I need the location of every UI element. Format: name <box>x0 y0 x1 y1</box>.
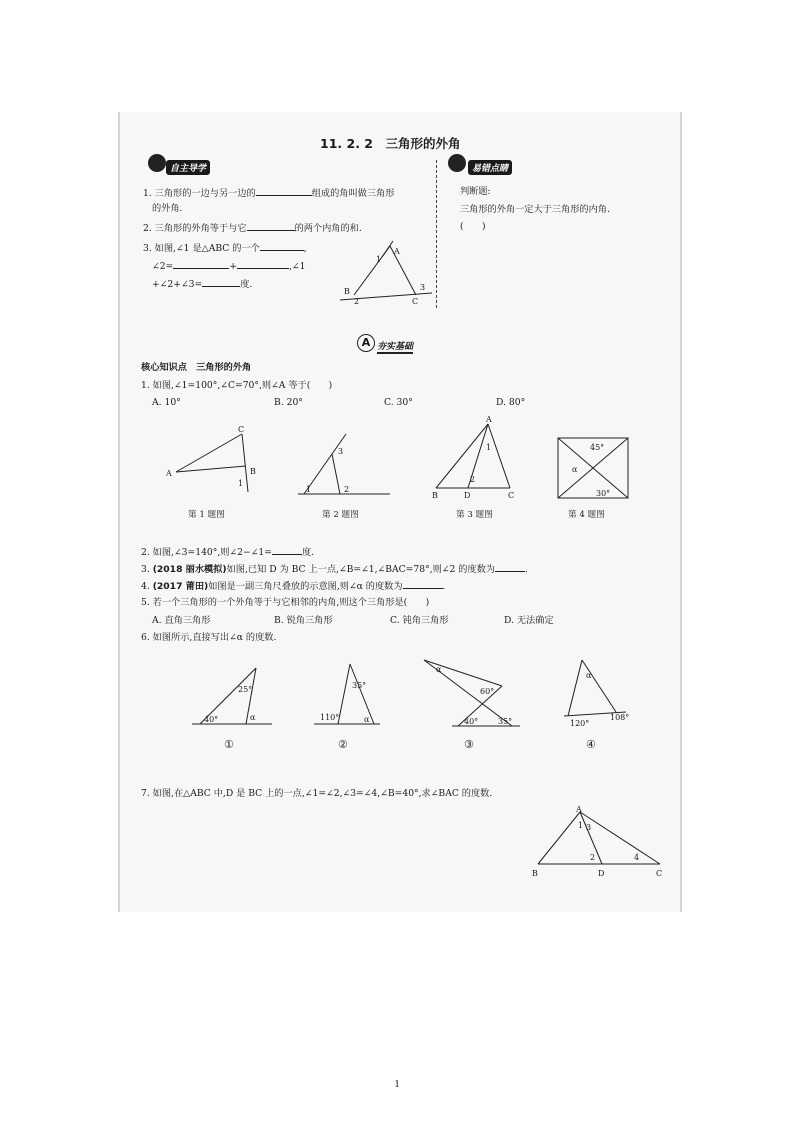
caption-fig-3: 第 3 题图 <box>456 510 493 520</box>
q4-prefix: 4. <box>141 581 153 592</box>
label-a: A <box>576 805 582 814</box>
label-c: C <box>656 869 663 878</box>
label-alpha: α <box>436 665 442 674</box>
answer-blank[interactable] <box>247 221 295 231</box>
label-3: 3 <box>420 283 426 292</box>
q6-label-2: ② <box>338 738 348 751</box>
section-title: 夯实基础 <box>377 339 413 354</box>
side-ab <box>436 424 488 488</box>
label-1: 1 <box>578 821 584 830</box>
answer-blank[interactable] <box>495 562 525 572</box>
label-d: D <box>464 491 471 500</box>
answer-blank[interactable] <box>173 259 229 269</box>
q2-text: 2. 三角形的外角等于与它 <box>143 223 247 234</box>
q5-option-c[interactable]: C. 钝角三角形 <box>390 615 449 626</box>
caption-fig-2: 第 2 题图 <box>322 510 359 520</box>
self-study-q3 <box>143 241 307 255</box>
self-study-triangle-figure <box>336 240 436 306</box>
label-alpha: α <box>572 465 578 474</box>
label-a: A <box>486 415 492 424</box>
q1-option-c[interactable]: C. 30° <box>384 397 413 408</box>
side-ab <box>176 466 246 472</box>
label-a: A <box>394 247 400 256</box>
label-1: 1 <box>376 255 382 264</box>
label-b: B <box>432 491 438 500</box>
label-1: 1 <box>486 443 492 452</box>
answer-blank[interactable] <box>202 277 240 287</box>
label-108: 108° <box>610 713 630 722</box>
caption-fig-4: 第 4 题图 <box>568 510 605 520</box>
q6-figure-1 <box>190 660 274 732</box>
label-2: 2 <box>590 853 596 862</box>
side-1 <box>568 660 582 716</box>
q3-plus: + <box>229 261 237 272</box>
error-point-badge: 易错点睛 <box>468 160 512 175</box>
question-7: 7. 如图,在△ABC 中,D 是 BC 上的一点,∠1=∠2,∠3=∠4,∠B=40°,求∠BAC 的度数. <box>141 788 493 799</box>
answer-blank[interactable] <box>260 241 304 251</box>
caption-fig-1: 第 1 题图 <box>188 510 225 520</box>
student-mascot-icon <box>148 154 166 172</box>
figure-1 <box>162 422 266 496</box>
judge-statement: 三角形的外角一定大于三角形的内角. <box>460 204 610 215</box>
q3-prefix: 3. <box>141 564 153 575</box>
self-study-q2 <box>143 221 362 235</box>
label-110: 110° <box>320 713 340 722</box>
label-c: C <box>238 425 245 434</box>
label-2: 2 <box>470 475 476 484</box>
question-2 <box>141 545 314 559</box>
page-number: 1 <box>394 1078 400 1090</box>
label-40: 40° <box>204 715 219 724</box>
q6-label-1: ① <box>224 738 234 751</box>
label-1: 1 <box>306 485 312 494</box>
label-40: 40° <box>464 717 479 726</box>
label-c: C <box>412 297 419 306</box>
question-6: 6. 如图所示,直接写出∠α 的度数. <box>141 632 277 643</box>
label-b: B <box>532 869 538 878</box>
side-ab <box>538 812 580 864</box>
figure-2 <box>294 428 394 498</box>
label-2: 2 <box>344 485 350 494</box>
section-a-icon: A <box>357 334 375 352</box>
label-4: 4 <box>634 853 640 862</box>
core-knowledge-title: 核心知识点 三角形的外角 <box>141 362 252 373</box>
label-d: D <box>598 869 605 878</box>
answer-blank[interactable] <box>403 579 443 589</box>
q3-sum: +∠2+∠3= <box>152 279 203 290</box>
q5-option-d[interactable]: D. 无法确定 <box>504 615 554 626</box>
q4-text: 如图是一副三角尺叠放的示意图,则∠α 的度数为 <box>208 581 403 592</box>
label-c: C <box>508 491 515 500</box>
q2-tail: 的两个内角的和. <box>294 223 362 234</box>
self-study-q3-line2 <box>152 259 305 273</box>
question-4 <box>141 579 445 593</box>
answer-blank[interactable] <box>256 186 312 196</box>
q1-text: 1. 三角形的一边与另一边的 <box>143 188 256 199</box>
side-ac <box>176 434 242 472</box>
label-3: 3 <box>338 447 344 456</box>
q4-source: (2017 莆田) <box>152 581 209 592</box>
q1-option-a[interactable]: A. 10° <box>152 397 181 408</box>
judge-paren[interactable]: ( ) <box>460 221 486 232</box>
figure-4 <box>556 436 630 502</box>
label-120: 120° <box>570 719 590 728</box>
q1-option-b[interactable]: B. 20° <box>274 397 303 408</box>
q1-tail: 组成的角叫做三角形 <box>311 188 395 199</box>
q6-label-4: ④ <box>586 738 596 751</box>
q5-option-a[interactable]: A. 直角三角形 <box>152 615 211 626</box>
inner-side <box>332 454 340 494</box>
side-1 <box>338 664 350 724</box>
q6-figure-3 <box>420 656 524 732</box>
label-alpha: α <box>586 671 592 680</box>
self-study-q3-line3 <box>152 277 252 291</box>
page-title: 11. 2. 2 三角形的外角 <box>320 136 461 151</box>
q3-tail: . <box>524 564 528 575</box>
q3-degree: 度. <box>240 279 253 290</box>
label-45: 45° <box>590 443 605 452</box>
q1-option-d[interactable]: D. 80° <box>496 397 526 408</box>
question-3 <box>141 562 528 576</box>
side-ac <box>488 424 510 488</box>
figure-3 <box>428 414 524 500</box>
label-35: 35° <box>498 717 513 726</box>
label-a: A <box>166 469 172 478</box>
q6-label-3: ③ <box>464 738 474 751</box>
self-study-badge: 自主导学 <box>166 160 210 175</box>
label-alpha: α <box>250 713 256 722</box>
question-1: 1. 如图,∠1=100°,∠C=70°,则∠A 等于( ) <box>141 380 333 391</box>
q3-text: 如图,已知 D 为 BC 上一点,∠B=∠1,∠BAC=78°,则∠2 的度数为 <box>226 564 495 575</box>
q4-tail: . <box>442 581 446 592</box>
label-3: 3 <box>586 823 592 832</box>
q6-figure-4 <box>560 656 630 732</box>
thinker-mascot-icon <box>448 154 466 172</box>
label-30: 30° <box>596 489 611 498</box>
label-2: 2 <box>354 297 360 306</box>
q3-text: 3. 如图,∠1 是△ABC 的一个 <box>143 243 260 254</box>
q2-text: 2. 如图,∠3=140°,则∠2−∠1= <box>141 547 272 558</box>
label-b: B <box>250 467 256 476</box>
q5-option-b[interactable]: B. 锐角三角形 <box>274 615 333 626</box>
q3-tail: , <box>303 243 307 254</box>
answer-blank[interactable] <box>272 545 302 555</box>
q3-source: (2018 丽水模拟) <box>152 564 227 575</box>
column-divider <box>436 160 437 308</box>
side-2 <box>350 664 374 724</box>
side-2 <box>582 660 616 712</box>
answer-blank[interactable] <box>237 259 289 269</box>
label-60: 60° <box>480 687 495 696</box>
q3-eq-start: ∠2= <box>152 261 174 272</box>
label-35: 35° <box>352 681 367 690</box>
label-1: 1 <box>238 479 244 488</box>
label-25: 25° <box>238 685 253 694</box>
q7-figure <box>528 804 668 880</box>
self-study-q1-cont: 的外角. <box>152 203 183 214</box>
q3-angle1: ,∠1 <box>288 261 306 272</box>
q2-tail: 度. <box>301 547 315 558</box>
q6-figure-2 <box>312 660 382 732</box>
label-b: B <box>344 287 350 296</box>
label-alpha: α <box>364 715 370 724</box>
judge-label: 判断题: <box>460 186 491 197</box>
self-study-q1 <box>143 186 394 200</box>
question-5: 5. 若一个三角形的一个外角等于与它相邻的内角,则这个三角形是( ) <box>141 597 430 608</box>
